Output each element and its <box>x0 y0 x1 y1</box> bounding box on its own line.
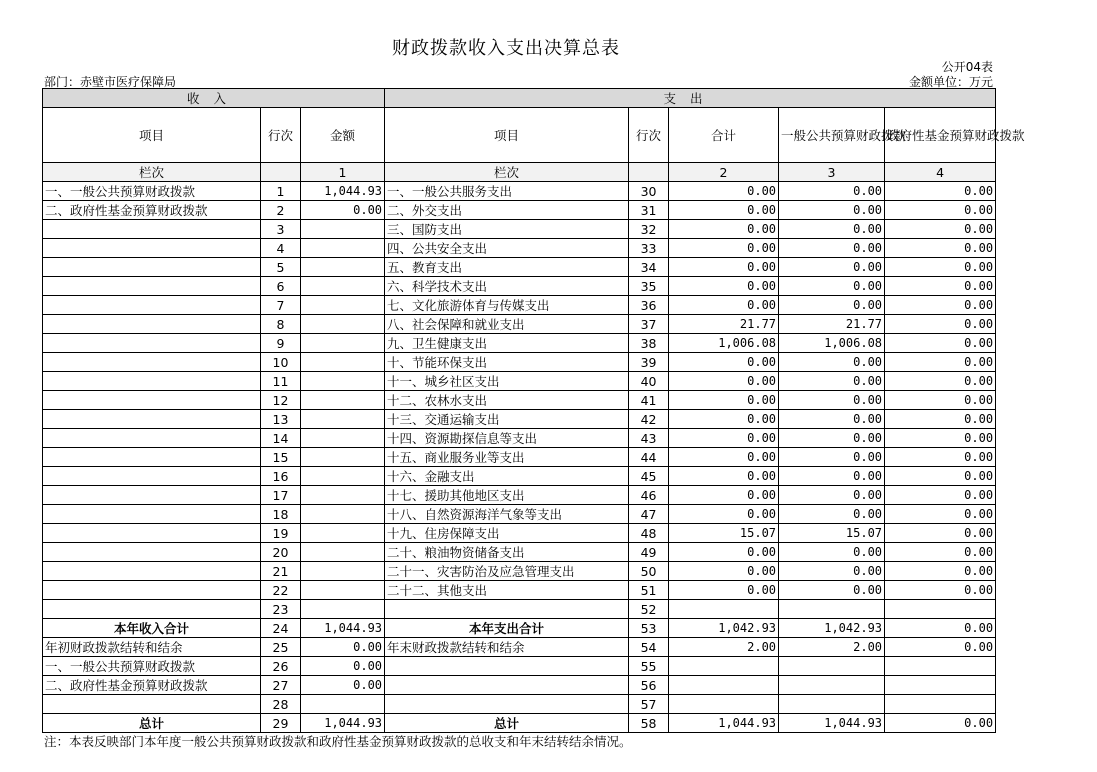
income-item-cell: 一、一般公共预算财政拨款 <box>43 657 261 676</box>
general-budget-cell <box>779 600 885 619</box>
income-item-cell <box>43 581 261 600</box>
income-item-cell <box>43 353 261 372</box>
expense-line-cell: 39 <box>629 353 669 372</box>
general-budget-cell: 21.77 <box>779 315 885 334</box>
fund-budget-cell <box>885 676 996 695</box>
income-item-cell: 总计 <box>43 714 261 733</box>
income-amount-cell <box>301 429 385 448</box>
fiscal-summary-table <box>42 88 1025 733</box>
expense-item-cell: 十七、援助其他地区支出 <box>385 486 629 505</box>
fund-budget-cell: 0.00 <box>885 315 996 334</box>
expense-total-cell: 1,042.93 <box>669 619 779 638</box>
fund-budget-cell: 0.00 <box>885 334 996 353</box>
expense-line-cell: 52 <box>629 600 669 619</box>
expense-line-cell: 53 <box>629 619 669 638</box>
income-amount-cell <box>301 220 385 239</box>
income-item-cell <box>43 562 261 581</box>
table-row <box>43 201 996 220</box>
fund-budget-cell: 0.00 <box>885 410 996 429</box>
table-row <box>43 220 996 239</box>
column-number-label: 栏次 <box>385 163 629 182</box>
column-number: 1 <box>301 163 385 182</box>
expense-item-cell: 七、文化旅游体育与传媒支出 <box>385 296 629 315</box>
table-row <box>43 562 996 581</box>
expense-item-cell: 四、公共安全支出 <box>385 239 629 258</box>
table-row <box>43 353 996 372</box>
income-item-cell: 二、政府性基金预算财政拨款 <box>43 676 261 695</box>
income-line-cell: 20 <box>261 543 301 562</box>
income-line-cell: 15 <box>261 448 301 467</box>
table-row <box>43 315 996 334</box>
expense-total-cell: 1,006.08 <box>669 334 779 353</box>
income-item-cell <box>43 315 261 334</box>
income-amount-cell <box>301 372 385 391</box>
table-row <box>43 467 996 486</box>
income-amount-cell <box>301 581 385 600</box>
income-line-cell: 8 <box>261 315 301 334</box>
income-item-cell <box>43 239 261 258</box>
amount-unit-label: 金额单位：万元 <box>908 75 993 89</box>
income-item-cell <box>43 486 261 505</box>
income-item-cell: 本年收入合计 <box>43 619 261 638</box>
expense-total-cell: 0.00 <box>669 239 779 258</box>
expense-line-cell: 49 <box>629 543 669 562</box>
expense-line-cell: 36 <box>629 296 669 315</box>
expense-item-cell: 二十二、其他支出 <box>385 581 629 600</box>
income-line-cell: 13 <box>261 410 301 429</box>
table-row <box>43 277 996 296</box>
fund-budget-header: 政府性基金预算财政拨款 <box>885 108 996 163</box>
general-budget-cell: 0.00 <box>779 429 885 448</box>
income-amount-cell <box>301 562 385 581</box>
expense-item-header: 项目 <box>385 108 629 163</box>
income-item-header: 项目 <box>43 108 261 163</box>
income-item-cell <box>43 372 261 391</box>
expense-item-cell: 十一、城乡社区支出 <box>385 372 629 391</box>
table-row <box>43 543 996 562</box>
expense-item-cell <box>385 676 629 695</box>
income-amount-cell <box>301 695 385 714</box>
fund-budget-cell: 0.00 <box>885 714 996 733</box>
table-row <box>43 600 996 619</box>
income-item-cell <box>43 448 261 467</box>
income-item-cell <box>43 600 261 619</box>
fund-budget-cell <box>885 600 996 619</box>
expense-total-cell <box>669 657 779 676</box>
table-row <box>43 524 996 543</box>
income-amount-cell <box>301 600 385 619</box>
table-row <box>43 695 996 714</box>
expense-item-cell: 十四、资源勘探信息等支出 <box>385 429 629 448</box>
expense-total-cell: 0.00 <box>669 201 779 220</box>
table-row <box>43 239 996 258</box>
expense-item-cell: 六、科学技术支出 <box>385 277 629 296</box>
expense-item-cell: 本年支出合计 <box>385 619 629 638</box>
income-line-cell: 26 <box>261 657 301 676</box>
income-item-cell <box>43 695 261 714</box>
income-amount-cell <box>301 543 385 562</box>
expense-total-cell: 0.00 <box>669 429 779 448</box>
income-line-cell: 12 <box>261 391 301 410</box>
table-row <box>43 676 996 695</box>
expense-line-cell: 35 <box>629 277 669 296</box>
expense-line-cell: 58 <box>629 714 669 733</box>
income-item-cell: 年初财政拨款结转和结余 <box>43 638 261 657</box>
expense-line-cell: 56 <box>629 676 669 695</box>
general-budget-cell: 1,006.08 <box>779 334 885 353</box>
fund-budget-cell: 0.00 <box>885 467 996 486</box>
table-row <box>43 372 996 391</box>
expense-item-cell: 年末财政拨款结转和结余 <box>385 638 629 657</box>
general-budget-cell: 0.00 <box>779 562 885 581</box>
income-line-cell: 18 <box>261 505 301 524</box>
table-row <box>43 619 996 638</box>
general-budget-cell: 1,044.93 <box>779 714 885 733</box>
income-amount-cell <box>301 505 385 524</box>
expense-line-cell: 31 <box>629 201 669 220</box>
income-line-cell: 17 <box>261 486 301 505</box>
income-line-cell: 16 <box>261 467 301 486</box>
expense-item-cell: 八、社会保障和就业支出 <box>385 315 629 334</box>
expense-line-header: 行次 <box>629 108 669 163</box>
expense-item-cell: 二十、粮油物资储备支出 <box>385 543 629 562</box>
income-item-cell <box>43 220 261 239</box>
table-row <box>43 182 996 201</box>
income-amount-cell: 0.00 <box>301 657 385 676</box>
general-budget-cell: 0.00 <box>779 182 885 201</box>
expense-item-cell: 十八、自然资源海洋气象等支出 <box>385 505 629 524</box>
general-budget-cell: 0.00 <box>779 486 885 505</box>
income-amount-header: 金额 <box>301 108 385 163</box>
expense-total-cell: 0.00 <box>669 448 779 467</box>
expense-section-header: 支出 <box>385 89 996 108</box>
fund-budget-cell: 0.00 <box>885 258 996 277</box>
income-amount-cell: 0.00 <box>301 676 385 695</box>
general-budget-header: 一般公共预算财政拨款 <box>779 108 885 163</box>
fund-budget-cell: 0.00 <box>885 505 996 524</box>
expense-item-cell: 二十一、灾害防治及应急管理支出 <box>385 562 629 581</box>
expense-item-cell: 三、国防支出 <box>385 220 629 239</box>
income-line-cell: 3 <box>261 220 301 239</box>
table-row <box>43 410 996 429</box>
expense-total-cell: 0.00 <box>669 220 779 239</box>
department-label: 部门：赤壁市医疗保障局 <box>44 75 177 89</box>
expense-line-cell: 33 <box>629 239 669 258</box>
general-budget-cell: 0.00 <box>779 581 885 600</box>
expense-line-cell: 41 <box>629 391 669 410</box>
expense-total-cell <box>669 676 779 695</box>
general-budget-cell: 1,042.93 <box>779 619 885 638</box>
expense-total-cell: 0.00 <box>669 467 779 486</box>
income-line-cell: 25 <box>261 638 301 657</box>
expense-line-cell: 32 <box>629 220 669 239</box>
expense-item-cell: 九、卫生健康支出 <box>385 334 629 353</box>
expense-line-cell: 50 <box>629 562 669 581</box>
income-amount-cell: 0.00 <box>301 638 385 657</box>
income-amount-cell <box>301 239 385 258</box>
income-line-cell: 14 <box>261 429 301 448</box>
expense-line-cell: 47 <box>629 505 669 524</box>
expense-total-cell: 2.00 <box>669 638 779 657</box>
expense-item-cell: 十、节能环保支出 <box>385 353 629 372</box>
expense-total-cell <box>669 695 779 714</box>
income-line-cell: 10 <box>261 353 301 372</box>
income-amount-cell <box>301 315 385 334</box>
expense-total-cell: 0.00 <box>669 277 779 296</box>
income-item-cell <box>43 524 261 543</box>
fund-budget-cell: 0.00 <box>885 543 996 562</box>
expense-total-cell: 0.00 <box>669 372 779 391</box>
income-line-cell: 5 <box>261 258 301 277</box>
fund-budget-cell: 0.00 <box>885 619 996 638</box>
expense-total-cell: 0.00 <box>669 296 779 315</box>
fund-budget-cell: 0.00 <box>885 429 996 448</box>
fund-budget-cell: 0.00 <box>885 391 996 410</box>
income-amount-cell <box>301 467 385 486</box>
income-line-cell: 4 <box>261 239 301 258</box>
income-section-header: 收入 <box>43 89 385 108</box>
expense-item-cell: 十六、金融支出 <box>385 467 629 486</box>
income-amount-cell <box>301 277 385 296</box>
income-amount-cell <box>301 353 385 372</box>
fund-budget-cell: 0.00 <box>885 201 996 220</box>
fund-budget-cell: 0.00 <box>885 524 996 543</box>
income-line-cell: 9 <box>261 334 301 353</box>
expense-line-cell: 46 <box>629 486 669 505</box>
expense-line-cell: 48 <box>629 524 669 543</box>
table-row <box>43 296 996 315</box>
income-amount-cell <box>301 524 385 543</box>
general-budget-cell: 0.00 <box>779 201 885 220</box>
expense-line-cell: 57 <box>629 695 669 714</box>
expense-total-cell: 0.00 <box>669 410 779 429</box>
general-budget-cell: 0.00 <box>779 543 885 562</box>
income-amount-cell <box>301 410 385 429</box>
table-row <box>43 505 996 524</box>
income-line-cell: 1 <box>261 182 301 201</box>
footnote: 注：本表反映部门本年度一般公共预算财政拨款和政府性基金预算财政拨款的总收支和年末结转结余情况。 <box>44 734 632 749</box>
income-amount-cell <box>301 391 385 410</box>
table-row <box>43 334 996 353</box>
fund-budget-cell <box>885 657 996 676</box>
expense-item-cell: 十三、交通运输支出 <box>385 410 629 429</box>
income-amount-cell <box>301 448 385 467</box>
income-item-cell <box>43 410 261 429</box>
form-number: 公开04表 <box>941 60 993 74</box>
expense-total-cell: 0.00 <box>669 486 779 505</box>
expense-total-cell: 0.00 <box>669 258 779 277</box>
income-amount-cell <box>301 334 385 353</box>
expense-line-cell: 38 <box>629 334 669 353</box>
income-line-cell: 7 <box>261 296 301 315</box>
fund-budget-cell: 0.00 <box>885 353 996 372</box>
income-line-cell: 2 <box>261 201 301 220</box>
expense-total-cell: 15.07 <box>669 524 779 543</box>
expense-total-cell: 0.00 <box>669 391 779 410</box>
expense-total-cell: 0.00 <box>669 182 779 201</box>
general-budget-cell: 0.00 <box>779 220 885 239</box>
fund-budget-cell: 0.00 <box>885 277 996 296</box>
income-item-cell <box>43 334 261 353</box>
expense-line-cell: 37 <box>629 315 669 334</box>
table-row <box>43 391 996 410</box>
table-row <box>43 258 996 277</box>
general-budget-cell: 0.00 <box>779 467 885 486</box>
expense-total-cell: 0.00 <box>669 581 779 600</box>
general-budget-cell: 0.00 <box>779 505 885 524</box>
expense-total-cell <box>669 600 779 619</box>
fund-budget-cell <box>885 695 996 714</box>
general-budget-cell: 0.00 <box>779 353 885 372</box>
general-budget-cell: 2.00 <box>779 638 885 657</box>
expense-total-cell: 0.00 <box>669 353 779 372</box>
fund-budget-cell: 0.00 <box>885 239 996 258</box>
general-budget-cell: 0.00 <box>779 277 885 296</box>
income-item-cell <box>43 277 261 296</box>
expense-item-cell <box>385 695 629 714</box>
expense-line-cell: 34 <box>629 258 669 277</box>
expense-total-cell: 0.00 <box>669 543 779 562</box>
column-number: 3 <box>779 163 885 182</box>
general-budget-cell: 0.00 <box>779 239 885 258</box>
income-line-cell: 21 <box>261 562 301 581</box>
fund-budget-cell: 0.00 <box>885 220 996 239</box>
table-row <box>43 486 996 505</box>
expense-total-cell: 21.77 <box>669 315 779 334</box>
income-amount-cell: 1,044.93 <box>301 182 385 201</box>
general-budget-cell <box>779 676 885 695</box>
column-header-row <box>43 108 996 163</box>
general-budget-cell: 0.00 <box>779 296 885 315</box>
income-line-cell: 11 <box>261 372 301 391</box>
expense-line-cell: 44 <box>629 448 669 467</box>
fund-budget-cell: 0.00 <box>885 486 996 505</box>
expense-item-cell: 一、一般公共服务支出 <box>385 182 629 201</box>
general-budget-cell <box>779 657 885 676</box>
income-line-cell: 23 <box>261 600 301 619</box>
income-line-cell: 28 <box>261 695 301 714</box>
income-line-cell: 6 <box>261 277 301 296</box>
expense-line-cell: 45 <box>629 467 669 486</box>
income-item-cell: 二、政府性基金预算财政拨款 <box>43 201 261 220</box>
expense-item-cell: 十五、商业服务业等支出 <box>385 448 629 467</box>
expense-item-cell: 五、教育支出 <box>385 258 629 277</box>
income-item-cell <box>43 391 261 410</box>
table-row <box>43 638 996 657</box>
expense-item-cell: 十九、住房保障支出 <box>385 524 629 543</box>
column-number: 2 <box>669 163 779 182</box>
income-item-cell <box>43 296 261 315</box>
fund-budget-cell: 0.00 <box>885 182 996 201</box>
empty-cell <box>629 163 669 182</box>
expense-line-cell: 42 <box>629 410 669 429</box>
general-budget-cell: 0.00 <box>779 372 885 391</box>
expense-line-cell: 43 <box>629 429 669 448</box>
expense-total-cell: 0.00 <box>669 505 779 524</box>
fund-budget-cell: 0.00 <box>885 581 996 600</box>
general-budget-cell <box>779 695 885 714</box>
income-line-header: 行次 <box>261 108 301 163</box>
general-budget-cell: 0.00 <box>779 391 885 410</box>
expense-line-cell: 55 <box>629 657 669 676</box>
table-row <box>43 429 996 448</box>
general-budget-cell: 0.00 <box>779 410 885 429</box>
income-item-cell <box>43 429 261 448</box>
fund-budget-cell: 0.00 <box>885 638 996 657</box>
fund-budget-cell: 0.00 <box>885 296 996 315</box>
income-item-cell <box>43 258 261 277</box>
income-item-cell: 一、一般公共预算财政拨款 <box>43 182 261 201</box>
income-item-cell <box>43 543 261 562</box>
general-budget-cell: 0.00 <box>779 258 885 277</box>
table-row <box>43 448 996 467</box>
section-header-row <box>43 89 996 108</box>
income-item-cell <box>43 467 261 486</box>
table-row <box>43 657 996 676</box>
expense-item-cell <box>385 657 629 676</box>
report-title: 财政拨款收入支出决算总表 <box>392 38 620 59</box>
income-amount-cell <box>301 296 385 315</box>
expense-line-cell: 40 <box>629 372 669 391</box>
expense-item-cell <box>385 600 629 619</box>
empty-cell <box>261 163 301 182</box>
table-row <box>43 714 996 733</box>
general-budget-cell: 15.07 <box>779 524 885 543</box>
column-number: 4 <box>885 163 996 182</box>
general-budget-cell: 0.00 <box>779 448 885 467</box>
income-amount-cell: 1,044.93 <box>301 714 385 733</box>
income-line-cell: 19 <box>261 524 301 543</box>
income-line-cell: 24 <box>261 619 301 638</box>
column-number-label: 栏次 <box>43 163 261 182</box>
expense-total-cell: 0.00 <box>669 562 779 581</box>
income-item-cell <box>43 505 261 524</box>
income-line-cell: 22 <box>261 581 301 600</box>
expense-line-cell: 30 <box>629 182 669 201</box>
income-amount-cell: 0.00 <box>301 201 385 220</box>
income-amount-cell <box>301 486 385 505</box>
expense-item-cell: 二、外交支出 <box>385 201 629 220</box>
income-amount-cell <box>301 258 385 277</box>
fund-budget-cell: 0.00 <box>885 372 996 391</box>
fund-budget-cell: 0.00 <box>885 562 996 581</box>
expense-item-cell: 总计 <box>385 714 629 733</box>
income-line-cell: 27 <box>261 676 301 695</box>
table-row <box>43 581 996 600</box>
income-line-cell: 29 <box>261 714 301 733</box>
expense-line-cell: 51 <box>629 581 669 600</box>
expense-total-header: 合计 <box>669 108 779 163</box>
expense-item-cell: 十二、农林水支出 <box>385 391 629 410</box>
expense-line-cell: 54 <box>629 638 669 657</box>
fund-budget-cell: 0.00 <box>885 448 996 467</box>
income-amount-cell: 1,044.93 <box>301 619 385 638</box>
column-number-row <box>43 163 996 182</box>
expense-total-cell: 1,044.93 <box>669 714 779 733</box>
